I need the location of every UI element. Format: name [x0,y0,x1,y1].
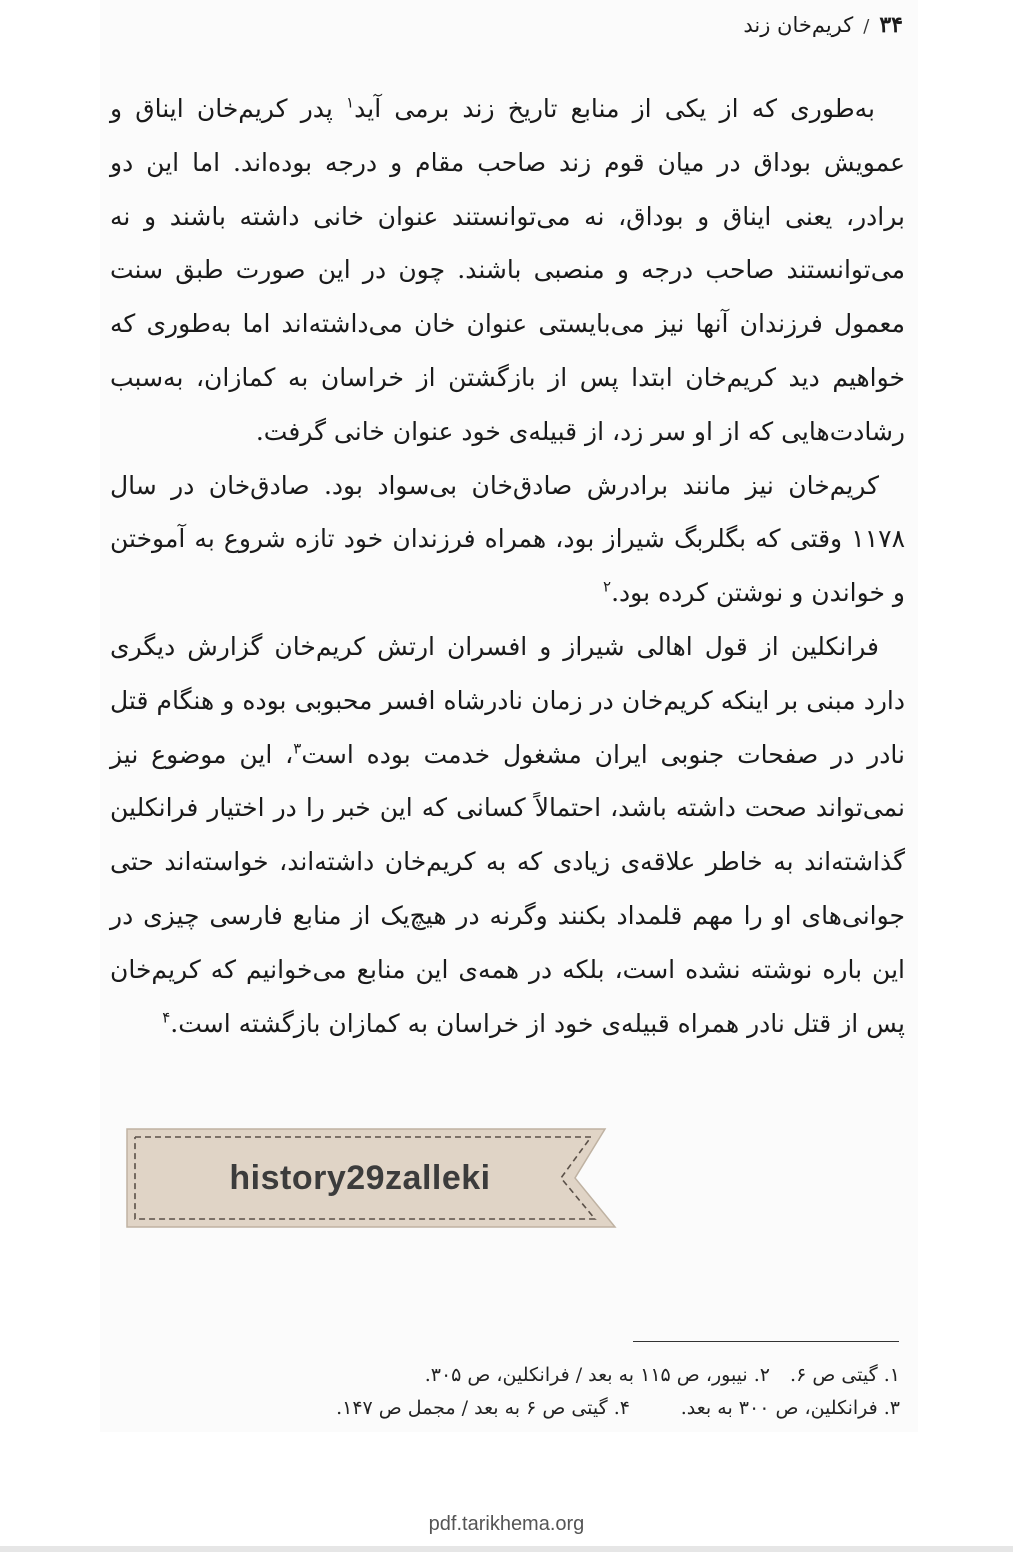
footnote-1: ۱. گیتی ص ۶. [790,1363,900,1386]
paragraph-text: کریم‌خان نیز مانند برادرش صادق‌خان بی‌سواد بود. صادق‌خان در سال ۱۱۷۸ وقتی که بگلربگ شیراز بود، همراه فرزندان خود تازه شروع به آموختن و خواندن و نوشتن کرده بود. [110,470,905,608]
paragraph-2 [110,459,905,620]
paragraph-text-continued: پدر کریم‌خان ایناق و عمویش بوداق در میان قوم زند صاحب مقام و درجه بوده‌اند. اما این دو برادر، یعنی ایناق و بوداق، نه می‌توانستند عنوان خانی داشته باشند و نه می‌توانستند صاحب درجه و منصبی باشند. چون در این صورت طبق سنت معمول فرزندان آنها نیز می‌بایستی عنوان خان می‌داشته‌اند اما به‌طوری که خواهیم دید کریم‌خان ابتدا پس از بازگشتن از خراسان به کمازان، به‌سبب رشادت‌هایی که از او سر زد، از قبیله‌ی خود عنوان خانی گرفت. [110,94,905,446]
footnote-row [130,1391,900,1424]
footnote-ref-1: ۱ [346,93,355,112]
footnote-3: ۳. فرانکلین، ص ۳۰۰ به بعد. [680,1396,900,1419]
paragraph-1 [110,82,905,459]
footnote-ref-4: ۴ [162,1008,171,1027]
footnote-2: ۲. نیبور، ص ۱۱۵ به بعد / فرانکلین، ص ۳۰۵. [424,1363,770,1386]
watermark-text: history29zalleki [229,1158,491,1197]
footnote-4: ۴. گیتی ص ۶ به بعد / مجمل ص ۱۴۷. [336,1396,630,1419]
source-website: pdf.tarikhema.org [428,1513,585,1535]
footnote-ref-2: ۲ [603,577,612,596]
body-text [110,82,905,1050]
paragraph-text-continued: ، این موضوع نیز نمی‌تواند صحت داشته باشد، احتمالاً کسانی که این خبر را در اختیار فرانکلین گذاشته‌اند به خاطر علاقه‌ی زیادی که به کریم‌خان داشته‌اند، خواسته‌اند حتی جوانی‌های او را مهم قلمداد بکنند وگرنه در هیچ‌یک از منابع فارسی چیزی در این باره نوشته نشده است، بلکه در همه‌ی این منابع می‌خوانیم که کریم‌خان پس از قتل نادر همراه قبیله‌ی خود از خراسان به کمازان بازگشته است. [110,739,905,1038]
footnote-ref-3: ۳ [293,739,302,758]
book-title: کریم‌خان زند [743,13,854,37]
watermark-ribbon [125,1127,617,1229]
footnotes [130,1358,900,1424]
paragraph-3 [110,620,905,1050]
header-separator: / [863,16,870,37]
bottom-band [0,1546,1013,1552]
page-header [743,12,903,38]
paragraph-text: فرانکلین از قول اهالی شیراز و افسران ارتش کریم‌خان گزارش دیگری دارد مبنی بر اینکه کریم‌خان در زمان نادرشاه افسر محبوبی بوده و هنگام قتل نادر در صفحات جنوبی ایران مشغول خدمت بوده است [110,631,905,769]
footnote-rule [633,1341,899,1342]
footnote-row [130,1358,900,1391]
page-number: ۳۴ [879,12,903,38]
paragraph-text: به‌طوری که از یکی از منابع تاریخ زند برمی آید [354,94,876,123]
